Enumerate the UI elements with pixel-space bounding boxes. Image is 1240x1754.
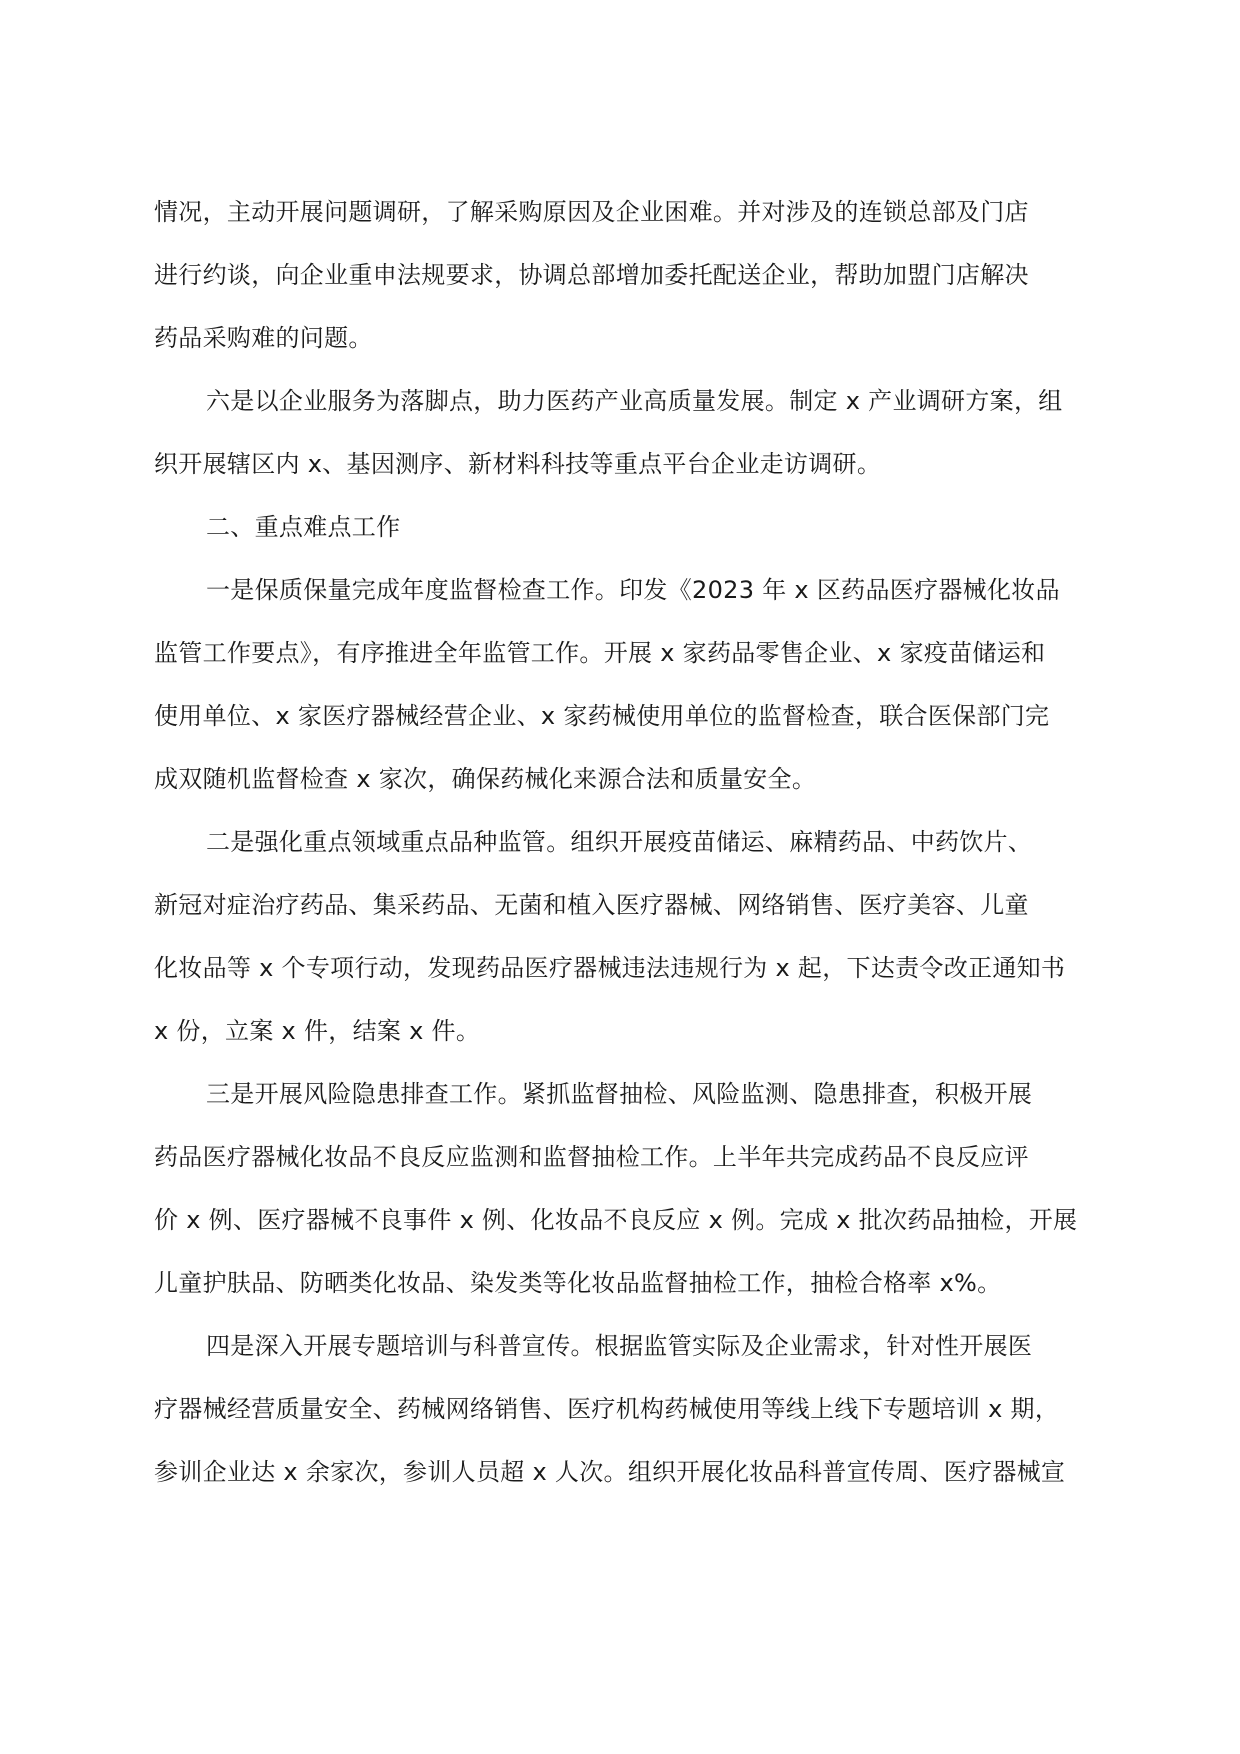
paragraph-start-line: 六是以企业服务为落脚点，助力医药产业高质量发展。制定 x 产业调研方案，组 xyxy=(206,387,1063,415)
text-line: 价 x 例、医疗器械不良事件 x 例、化妆品不良反应 x 例。完成 x 批次药品抽检，开展 xyxy=(154,1206,1078,1234)
paragraph-start-line: 三是开展风险隐患排查工作。紧抓监督抽检、风险监测、隐患排查，积极开展 xyxy=(206,1080,1033,1108)
text-line: x 份，立案 x 件，结案 x 件。 xyxy=(154,1017,481,1045)
paragraph-start-line: 二是强化重点领域重点品种监管。组织开展疫苗储运、麻精药品、中药饮片、 xyxy=(206,828,1033,856)
text-line: 情况，主动开展问题调研，了解采购原因及企业困难。并对涉及的连锁总部及门店 xyxy=(154,198,1029,226)
text-line: 织开展辖区内 x、基因测序、新材料科技等重点平台企业走访调研。 xyxy=(154,450,882,478)
text-line: 化妆品等 x 个专项行动，发现药品医疗器械违法违规行为 x 起，下达责令改正通知书 xyxy=(154,954,1066,982)
text-line: 使用单位、x 家医疗器械经营企业、x 家药械使用单位的监督检查，联合医保部门完 xyxy=(154,702,1050,730)
text-line: 新冠对症治疗药品、集采药品、无菌和植入医疗器械、网络销售、医疗美容、儿童 xyxy=(154,891,1029,919)
text-line: 疗器械经营质量安全、药械网络销售、医疗机构药械使用等线上线下专题培训 x 期， xyxy=(154,1395,1060,1423)
section-heading: 二、重点难点工作 xyxy=(206,513,401,541)
text-line: 监管工作要点》，有序推进全年监管工作。开展 x 家药品零售企业、x 家疫苗储运和 xyxy=(154,639,1046,667)
paragraph-start-line: 一是保质保量完成年度监督检查工作。印发《2023 年 x 区药品医疗器械化妆品 xyxy=(206,576,1060,604)
text-line: 成双随机监督检查 x 家次，确保药械化来源合法和质量安全。 xyxy=(154,765,817,793)
text-line: 药品医疗器械化妆品不良反应监测和监督抽检工作。上半年共完成药品不良反应评 xyxy=(154,1143,1029,1171)
paragraph-start-line: 四是深入开展专题培训与科普宣传。根据监管实际及企业需求，针对性开展医 xyxy=(206,1332,1033,1360)
text-line: 儿童护肤品、防晒类化妆品、染发类等化妆品监督抽检工作，抽检合格率 x%。 xyxy=(154,1269,1002,1297)
text-line: 药品采购难的问题。 xyxy=(154,324,373,352)
text-line: 参训企业达 x 余家次，参训人员超 x 人次。组织开展化妆品科普宣传周、医疗器械宣 xyxy=(154,1458,1066,1486)
text-line: 进行约谈，向企业重申法规要求，协调总部增加委托配送企业，帮助加盟门店解决 xyxy=(154,261,1029,289)
